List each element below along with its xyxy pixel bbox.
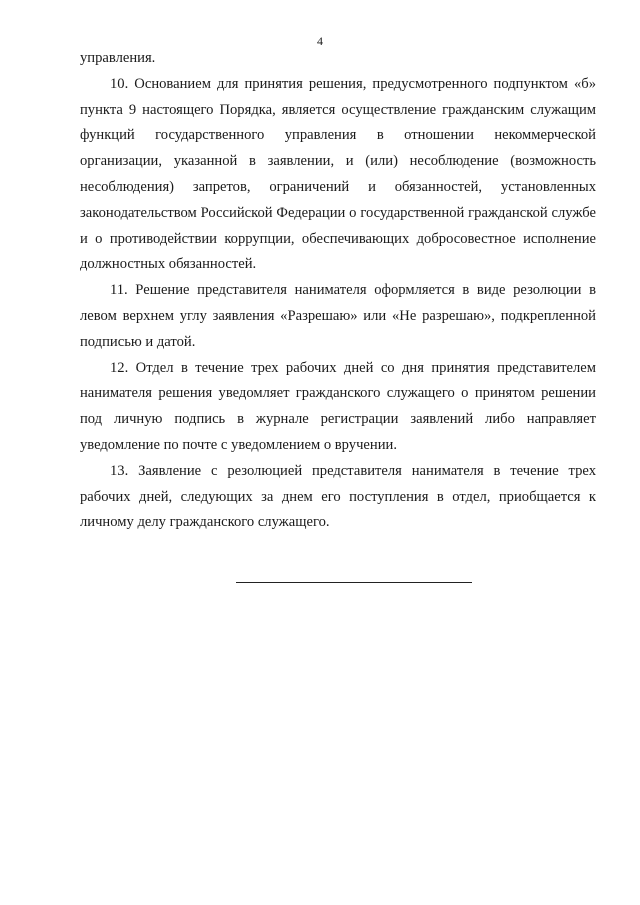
paragraph-continuation: управления. <box>80 50 156 66</box>
paragraph-10: 10. Основанием для принятия решения, предусмотренного подпунктом «б» пункта 9 настоящего Порядка, является осуществление гражданским служащим функций государственного управления в отношении некоммерческой организации, указанной в заявлении, и (или) несоблюдение (возможность несоблюдения) запретов, ограничений и обязанностей, установленных законодательством Российской Федерации о государственной гражданской службе и о противодействии коррупции, обеспечивающих добросовестное исполнение должностных обязанностей. <box>80 75 596 273</box>
paragraph-11: 11. Решение представителя нанимателя оформляется в виде резолюции в левом верхнем углу заявления «Разрешаю» или «Не разрешаю», подкрепленной подписью и датой. <box>80 282 596 350</box>
document-body <box>80 46 596 536</box>
paragraph-13: 13. Заявление с резолюцией представителя нанимателя в течение трех рабочих дней, следующих за днем его поступления в отдел, приобщается к личному делу гражданского служащего. <box>80 462 596 531</box>
page-number: 4 <box>317 34 323 48</box>
end-divider-line <box>236 582 472 583</box>
paragraph-12: 12. Отдел в течение трех рабочих дней со дня принятия представителем нанимателя решения уведомляет гражданского служащего о принятом решении под личную подпись в журнале регистрации заявлений либо направляет уведомление по почте с уведомлением о вручении. <box>80 359 596 453</box>
